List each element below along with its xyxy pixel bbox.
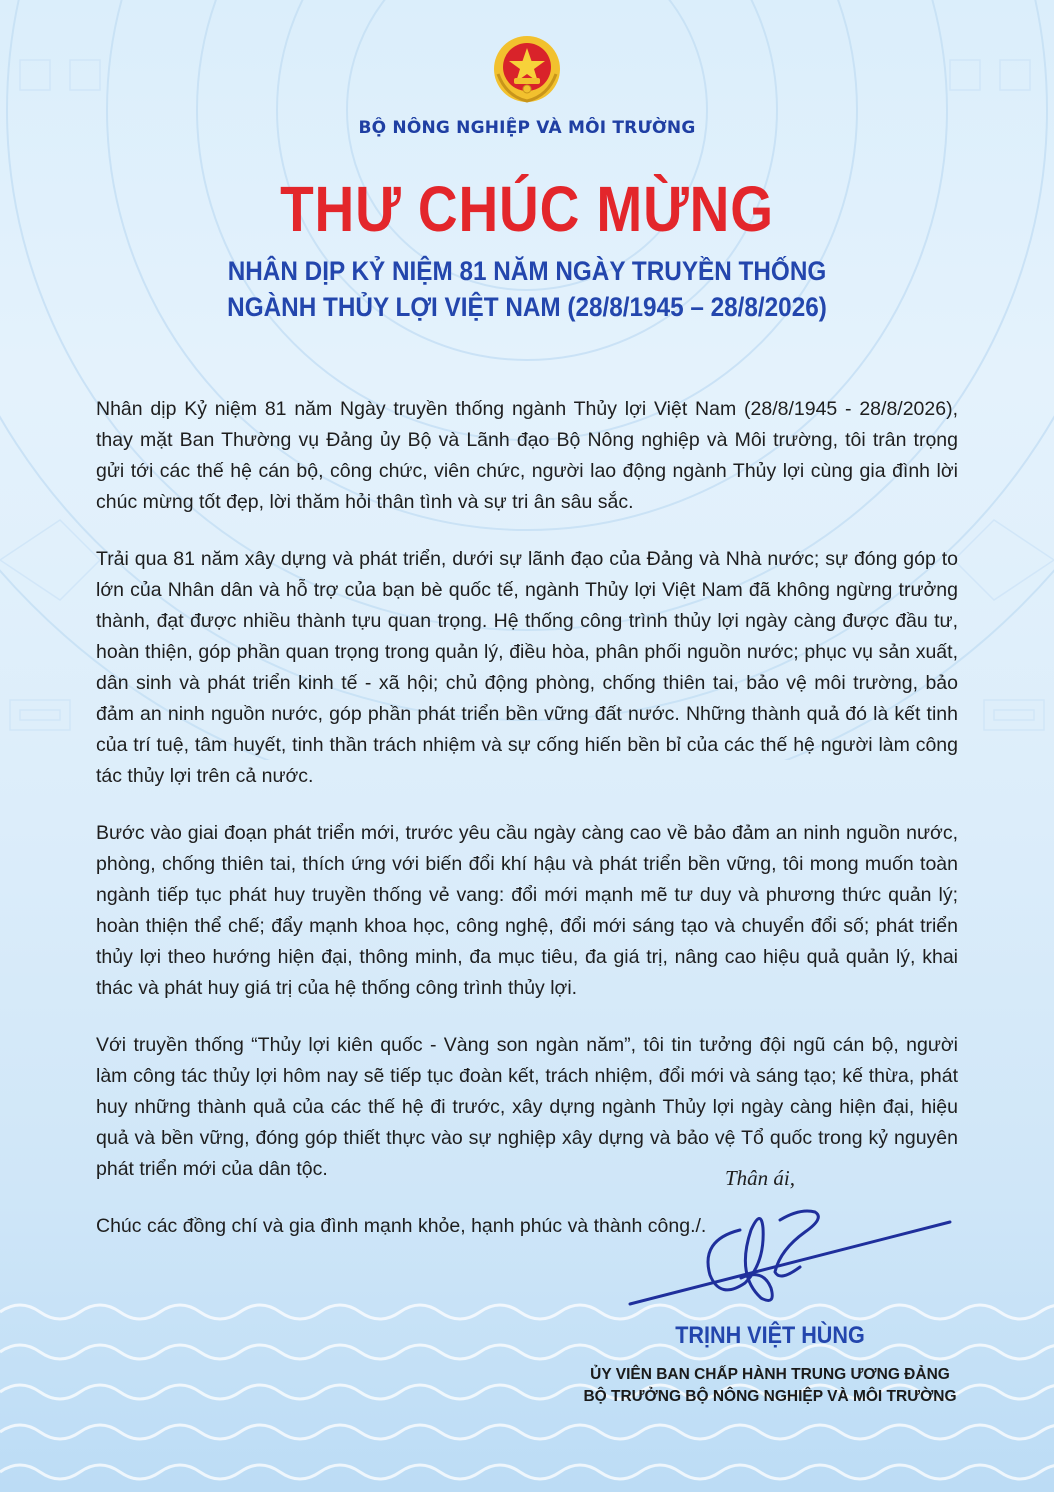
subtitle-line-1: NHÂN DỊP KỶ NIỆM 81 NĂM NGÀY TRUYỀN THỐNG	[227, 256, 827, 286]
ministry-name: BỘ NÔNG NGHIỆP VÀ MÔI TRƯỜNG	[358, 118, 696, 138]
body-paragraph-1: Nhân dịp Kỷ niệm 81 năm Ngày truyền thống ngành Thủy lợi Việt Nam (28/8/1945 - 28/8/2026), thay mặt Ban Thường vụ Đảng ủy Bộ và Lãnh đạo Bộ Nông nghiệp và Môi trường, tôi trân trọng gửi tới các thế hệ cán bộ, công chức, viên chức, người lao động ngành Thủy lợi cùng gia đình lời chúc mừng tốt đẹp, lời thăm hỏi thân tình và sự tri ân sâu sắc.	[96, 398, 958, 513]
body-paragraph-4: Với truyền thống “Thủy lợi kiên quốc - Vàng son ngàn năm”, tôi tin tưởng đội ngũ cán bộ, người làm công tác thủy lợi hôm nay sẽ tiếp tục đoàn kết, trách nhiệm, đổi mới và sáng tạo; kế thừa, phát huy những thành quả của các thế hệ đi trước, xây dựng ngành Thủy lợi ngày càng hiện đại, hiệu quả và bền vững, đóng góp thiết thực vào sự nghiệp xây dựng và bảo vệ Tổ quốc trong kỷ nguyên phát triển mới của dân tộc.	[96, 1034, 958, 1180]
vietnam-national-emblem-icon	[492, 34, 562, 104]
body-paragraph-5: Chúc các đồng chí và gia đình mạnh khỏe, hạnh phúc và thành công./.	[96, 1215, 707, 1237]
signer-title-line-2: BỘ TRƯỞNG BỘ NÔNG NGHIỆP VÀ MÔI TRƯỜNG	[583, 1388, 957, 1405]
letter-title: THƯ CHÚC MỪNG	[280, 173, 774, 245]
handwritten-signature-icon	[620, 1200, 960, 1310]
subtitle-line-2: NGÀNH THỦY LỢI VIỆT NAM (28/8/1945 – 28/8/2026)	[227, 292, 827, 322]
letter-body	[96, 394, 958, 1242]
body-paragraph-2: Trải qua 81 năm xây dựng và phát triển, dưới sự lãnh đạo của Đảng và Nhà nước; sự đóng góp to lớn của Nhân dân và hỗ trợ của bạn bè quốc tế, ngành Thủy lợi Việt Nam đã không ngừng trưởng thành, đạt được nhiều thành tựu quan trọng. Hệ thống công trình thủy lợi ngày càng được đầu tư, hoàn thiện, góp phần quan trọng trong quản lý, điều hòa, phân phối nguồn nước; phục vụ sản xuất, dân sinh và phát triển kinh tế - xã hội; chủ động phòng, chống thiên tai, bảo vệ môi trường, bảo đảm an ninh nguồn nước, góp phần phát triển bền vững đất nước. Những thành quả đó là kết tinh của trí tuệ, tâm huyết, tinh thần trách nhiệm và sự cống hiến bền bỉ của các thế hệ người làm công tác thủy lợi trên cả nước.	[96, 548, 958, 787]
closing-salutation: Thân ái,	[724, 1166, 795, 1190]
body-paragraph-3: Bước vào giai đoạn phát triển mới, trước yêu cầu ngày càng cao về bảo đảm an ninh nguồn nước, phòng, chống thiên tai, thích ứng với biến đổi khí hậu và phát triển bền vững, tôi mong muốn toàn ngành tiếp tục phát huy truyền thống vẻ vang: đổi mới mạnh mẽ tư duy và phương thức quản lý; hoàn thiện thể chế; đẩy mạnh khoa học, công nghệ, đổi mới sáng tạo và chuyển đổi số; phát triển thủy lợi theo hướng hiện đại, thông minh, đa mục tiêu, đa giá trị, nâng cao hiệu quả quản lý, khai thác và phát huy giá trị của hệ thống công trình thủy lợi.	[96, 822, 958, 999]
signer-name: TRỊNH VIỆT HÙNG	[675, 1322, 865, 1349]
signer-title-line-1: ỦY VIÊN BAN CHẤP HÀNH TRUNG ƯƠNG ĐẢNG	[590, 1366, 950, 1383]
